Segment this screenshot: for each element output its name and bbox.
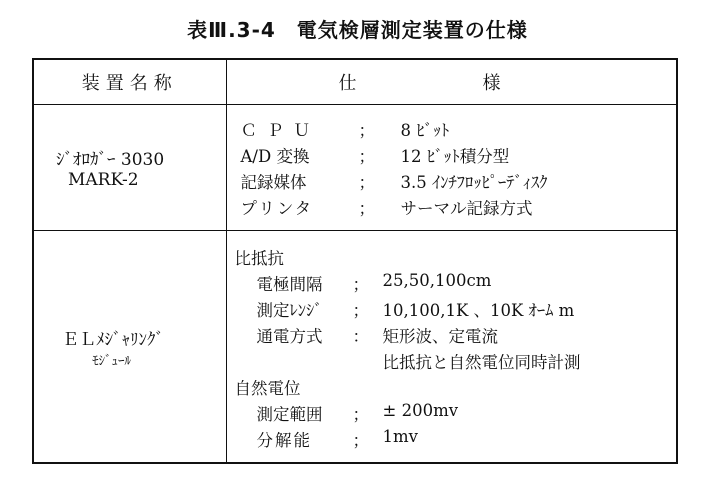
spec-group-title: 自然電位 [234,379,301,398]
device-name-line2: MARK-2 [68,170,139,190]
header-spec [226,59,677,105]
spec-group-title: 比抵抗 [234,249,284,268]
spec-table [32,58,678,464]
table-row [33,105,677,231]
table-row [33,231,677,464]
header-spec-char-2: 様 [482,73,507,94]
spec-cell: ＣＰＵ ； 8 ﾋﾞｯﾄ A/D 変換 ； 12 ﾋﾞｯﾄ積分型 記録媒体 ； 3.5 ｲﾝﾁﾌﾛｯﾋﾟｰﾃﾞｨｽｸ プリンタ ； サーマル記録方式 [226,105,677,231]
device-name-cell [33,231,226,464]
device-name-line2: ﾓｼﾞｭｰﾙ [92,353,131,369]
header-row [33,59,677,105]
header-device-name: 装置名称 [33,59,226,105]
header-spec-char-1: 仕 [338,73,363,94]
table-title: 表Ⅲ.3-4 電気検層測定装置の仕様 [187,18,528,42]
device-name-cell [33,105,226,231]
spec-cell: 比抵抗 電極間隔 ； 25,50,100cm 測定ﾚﾝｼﾞ ； 10,100,1K 、10K ｵｰﾑ m 通電方式 ： 矩形波、定電流 比抵抗と自然電位同時計測 自然電位 測定範囲 ； ± 200mv 分解能 ； 1mv [226,231,677,464]
device-name-line1: ＥＬﾒｼﾞｬﾘﾝｸﾞ [62,329,164,350]
device-name-line1: ｼﾞｵﾛｶﾞｰ 3030 [56,150,165,170]
spec-line-continuation: 比抵抗と自然電位同時計測 [382,353,581,372]
